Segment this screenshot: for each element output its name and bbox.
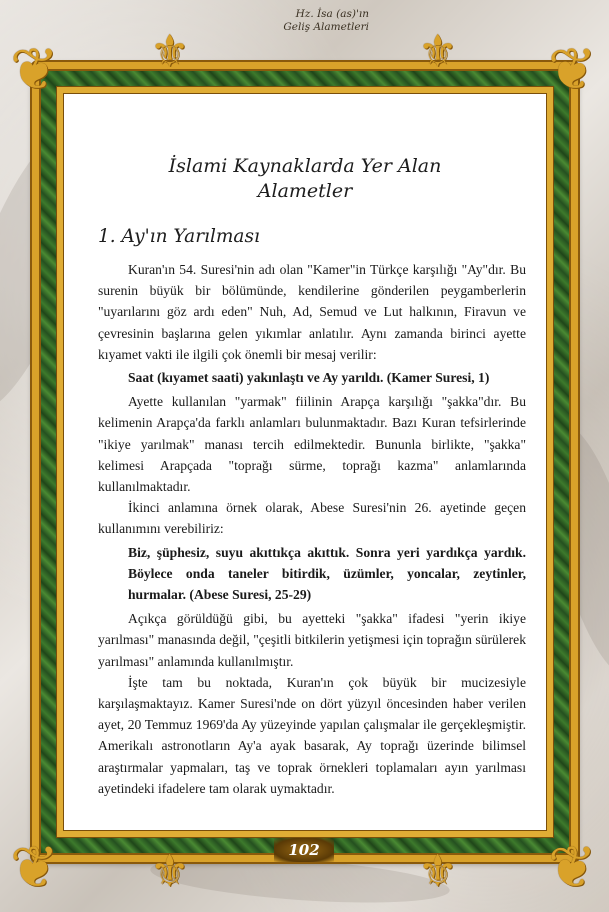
ornate-gold-crest-icon: ⚜ (418, 846, 458, 897)
paragraph: Kuran'ın 54. Suresi'nin adı olan "Kamer"in Türkçe karşılığı "Ay"dır. Bu surenin büyük bir bölümünde, kendilerine gönderilen peygamberlerin "uyarılarını göz ardı eden" Nuh, Ad, Semud ve Lut halkının, Firavun ve çevresinin başlarına gelen yıkımlar anlatılır. Aynı zamanda birinci ayette kıyamet vakti ile ilgili çok önemli bir mesaj verilir: (98, 262, 526, 362)
running-head-line2: Geliş Alametleri (283, 21, 369, 33)
paragraph: İkinci anlamına örnek olarak, Abese Suresi'nin 26. ayetinde geçen kullanımını verebiliriz: (98, 500, 526, 537)
ornate-gold-crest-icon: ⚜ (150, 846, 190, 897)
ornate-gold-crest-icon: ⚜ (150, 26, 190, 77)
body-text (98, 259, 526, 799)
chapter-title-line2: Alametler (257, 180, 353, 202)
running-head-line1: Hz. İsa (as)'ın (295, 8, 369, 20)
ornate-gold-corner-icon: ❦ (10, 833, 59, 901)
running-head (249, 8, 369, 34)
ornate-gold-corner-icon: ❦ (10, 35, 59, 103)
section-title: 1. Ay'ın Yarılması (98, 226, 260, 247)
ornate-gold-corner-icon: ❦ (548, 35, 597, 103)
paragraph: İşte tam bu noktada, Kuran'ın çok büyük bir mucizesiyle karşılaşmaktayız. Kamer Suresi'nde on dört yüzyıl öncesinden haber verilen ayet, 20 Temmuz 1969'da Ay yüzeyinde yapılan çalışmalar ile gerçekleşmiştir. Amerikalı astronotların Ay'a ayak basarak, Ay toprağı üzerinde bilimsel araştırmalar yapmaları, taş ve toprak örnekleri toplamaları ayın yarılması ayetindeki ifadelere tam olarak uymaktadır. (98, 674, 526, 796)
paragraph: Açıkça görüldüğü gibi, bu ayetteki "şakka" ifadesi "yerin ikiye yarılması" manasında değil, "çeşitli bitkilerin yetişmesi için toprağın sürülerek yarılması" anlamında kullanılmıştır. (98, 611, 526, 669)
paragraph: Ayette kullanılan "yarmak" fiilinin Arapça karşılığı "şakka"dır. Bu kelimenin Arapça'da farklı anlamları bulunmaktadır. Bazı Kuran tefsirlerinde "ikiye yarılmak" manası tercih edilmektedir. Bununla birlikte, "şakka" kelimesi Arapçada "toprağı sürme, toprağı kazma" anlamlarında kullanılmaktadır. (98, 394, 526, 495)
chapter-title (64, 154, 546, 204)
chapter-title-line1: İslami Kaynaklarda Yer Alan (168, 155, 442, 177)
verse-quote: Saat (kıyamet saati) yakınlaştı ve Ay yarıldı. (Kamer Suresi, 1) (128, 370, 490, 386)
verse-quote: Biz, şüphesiz, suyu akıttıkça akıttık. Sonra yeri yardıkça yardık. Böylece onda taneler bitirdik, üzümler, yoncalar, zeytinler, hurmalar. (Abese Suresi, 25-29) (128, 544, 526, 603)
page-number: 102 (274, 838, 334, 862)
ornate-gold-crest-icon: ⚜ (418, 26, 458, 77)
ornate-gold-corner-icon: ❦ (548, 833, 597, 901)
